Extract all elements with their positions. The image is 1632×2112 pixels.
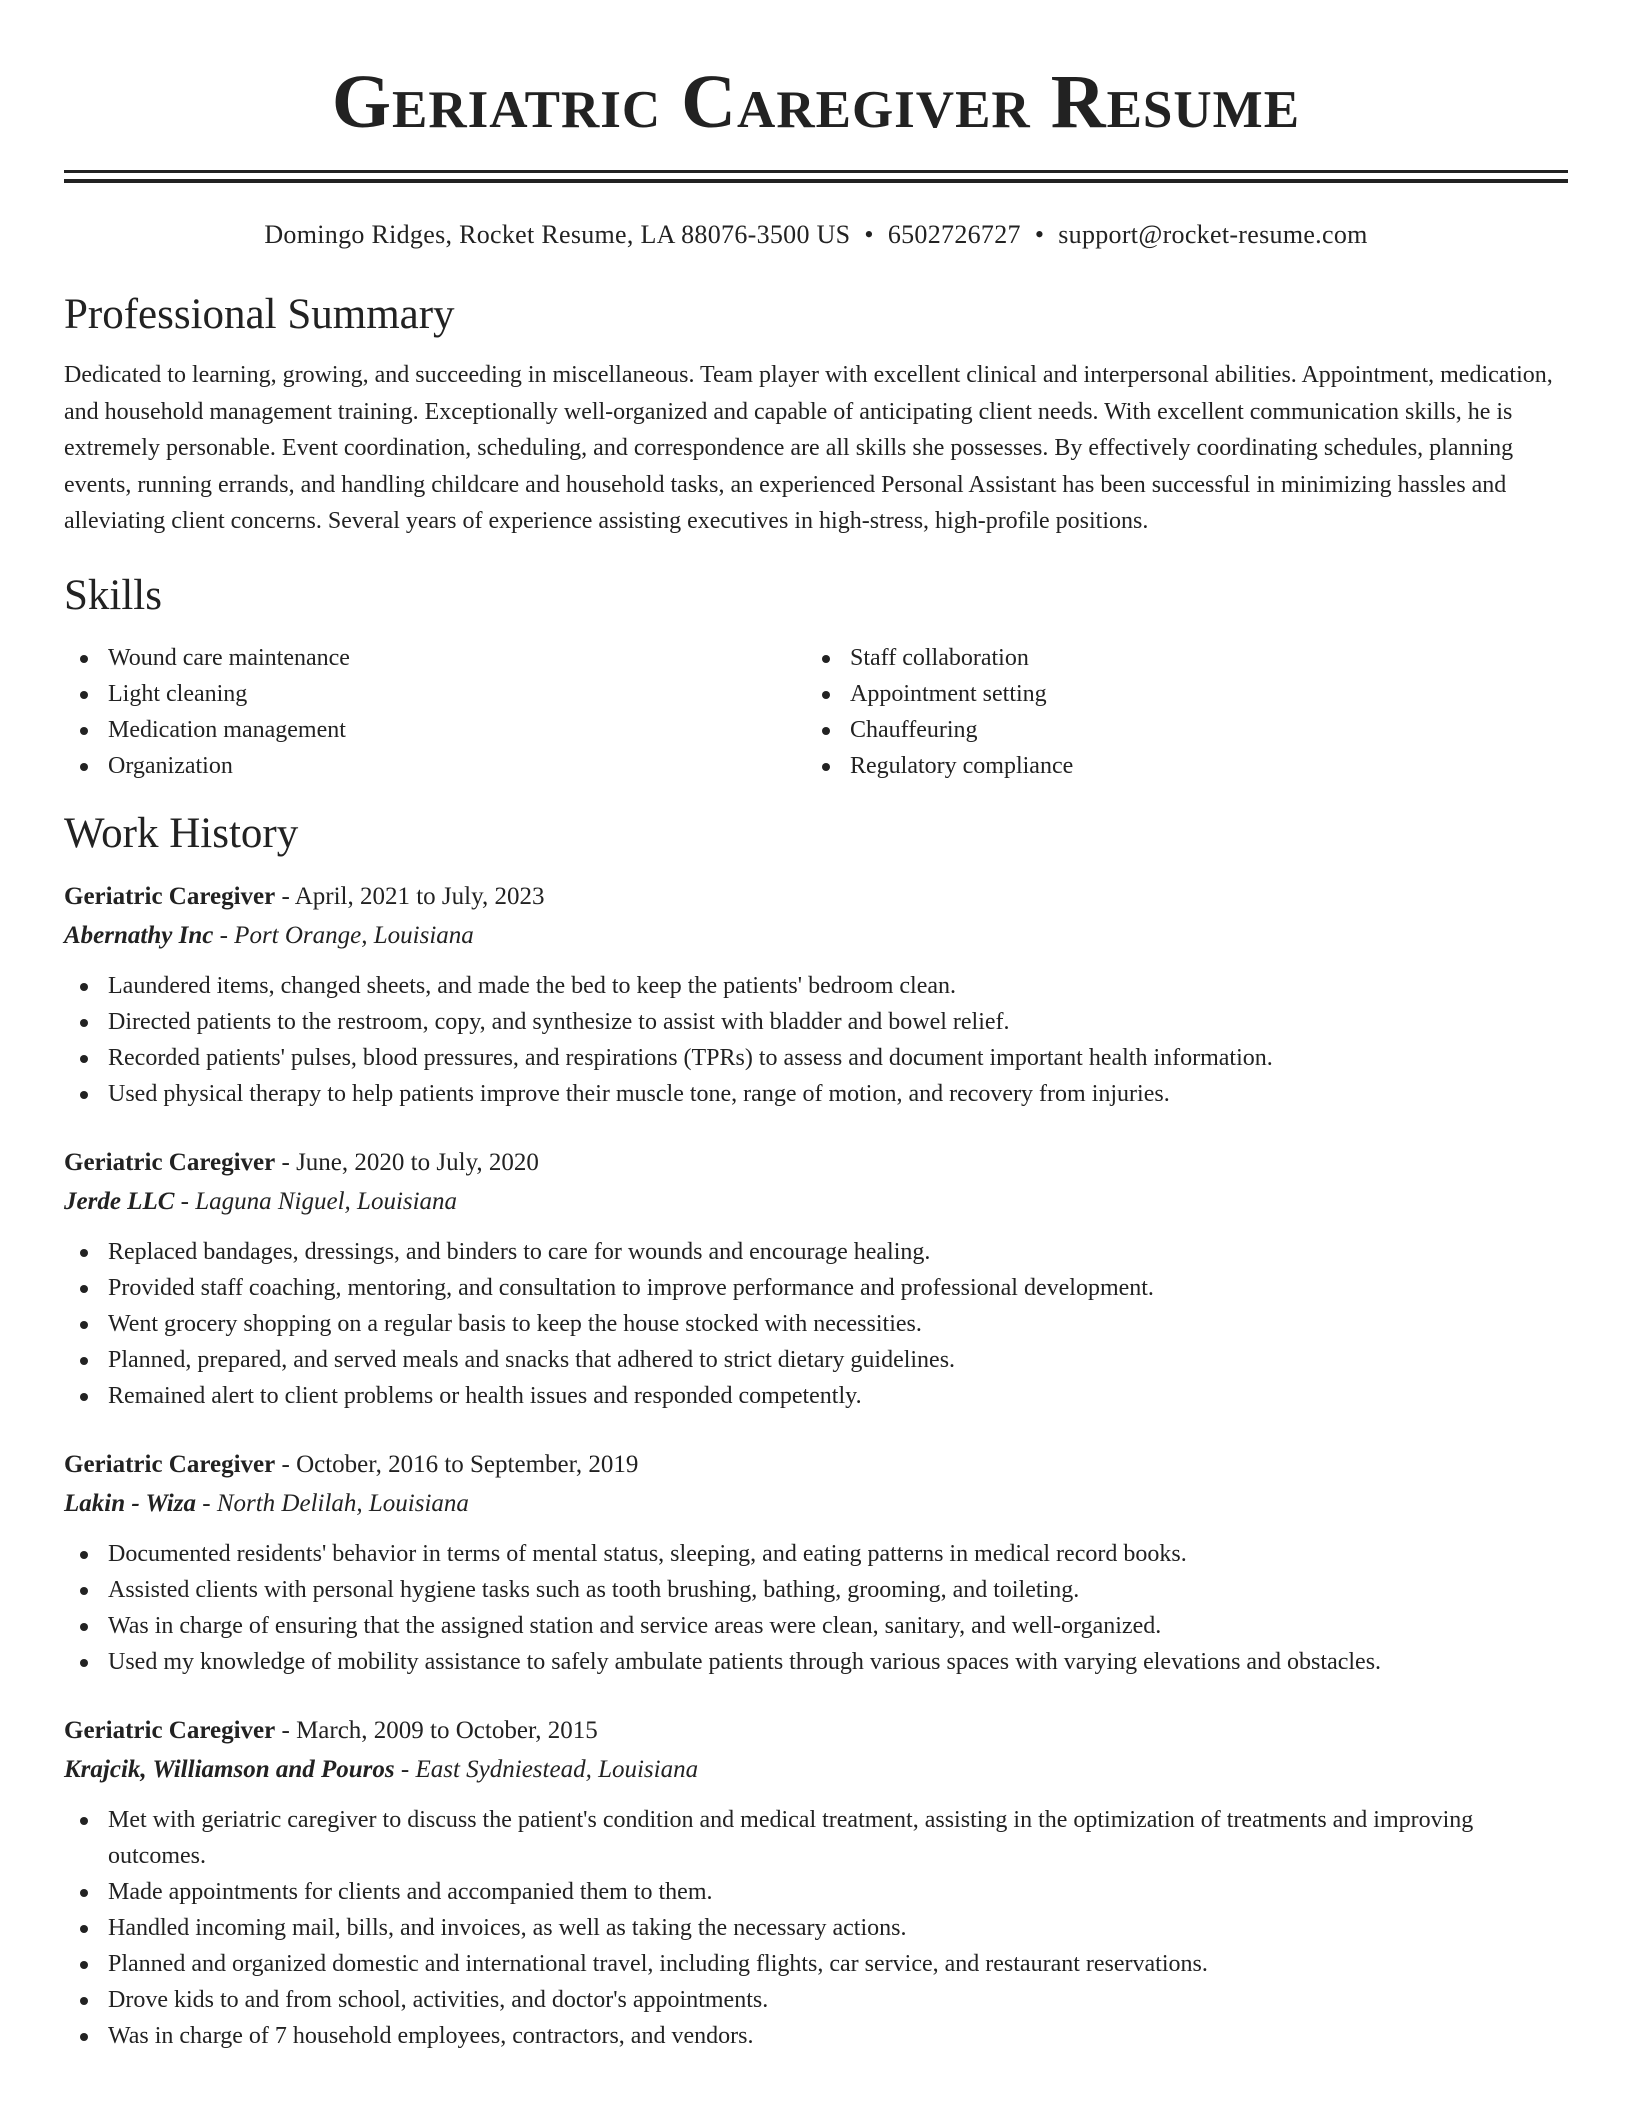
job-duty-text: Replaced bandages, dressings, and binders to care for wounds and encourage healing.: [108, 1238, 931, 1265]
skill-label: Chauffeuring: [850, 716, 978, 743]
job-duty-text: Assisted clients with personal hygiene tasks such as tooth brushing, bathing, grooming, and toileting.: [108, 1576, 1080, 1603]
bullet-icon: [80, 1019, 88, 1027]
job-duty-text: Remained alert to client problems or health issues and responded competently.: [108, 1382, 862, 1409]
skill-label: Organization: [108, 752, 233, 779]
skill-item: [806, 712, 1548, 748]
job-duties-list: [64, 1536, 1568, 1680]
job-duty-text: Directed patients to the restroom, copy, and synthesize to assist with bladder and bowel relief.: [108, 1008, 1010, 1035]
job-duty-text: Used my knowledge of mobility assistance to safely ambulate patients through various spaces with varying elevations and obstacles.: [108, 1648, 1382, 1675]
job-title-line: Geriatric Caregiver - June, 2020 to July, 2020: [64, 1148, 539, 1176]
contact-separator: •: [864, 220, 874, 249]
job-duties-list: [64, 1234, 1568, 1414]
bullet-icon: [80, 727, 88, 735]
job-duty: [64, 1342, 1568, 1378]
bullet-icon: [822, 763, 830, 771]
job-duty: [64, 1982, 1568, 2018]
bullet-icon: [80, 1091, 88, 1099]
bullet-icon: [80, 1357, 88, 1365]
bullet-icon: [822, 727, 830, 735]
bullet-icon: [80, 1393, 88, 1401]
title-divider-thick: [64, 170, 1568, 173]
job-duty-text: Documented residents' behavior in terms of mental status, sleeping, and eating patterns in medical record books.: [108, 1540, 1187, 1567]
bullet-icon: [80, 1055, 88, 1063]
skills-column-left: [64, 640, 806, 784]
job-title-line: Geriatric Caregiver - October, 2016 to September, 2019: [64, 1450, 639, 1478]
skill-item: [64, 712, 806, 748]
contact-line: [64, 219, 1568, 251]
job-duty-text: Met with geriatric caregiver to discuss the patient's condition and medical treatment, assisting in the optimization of treatments and improving outcomes.: [108, 1806, 1474, 1869]
job-duty: [64, 968, 1568, 1004]
bullet-icon: [80, 1587, 88, 1595]
job-company-line: Abernathy Inc - Port Orange, Louisiana: [64, 921, 474, 949]
job-duty: [64, 1572, 1568, 1608]
contact-separator: •: [1034, 220, 1045, 249]
job-company: Jerde LLC: [64, 1187, 175, 1215]
skill-label: Light cleaning: [108, 680, 248, 707]
job-duty-text: Handled incoming mail, bills, and invoices, as well as taking the necessary actions.: [108, 1914, 907, 1941]
job-duty: [64, 1802, 1568, 1874]
job-duty: [64, 1946, 1568, 1982]
job-duties-list: [64, 968, 1568, 1112]
job-company: Abernathy Inc: [64, 921, 214, 949]
contact-phone: 6502726727: [887, 220, 1021, 249]
skill-item: [806, 640, 1548, 676]
skill-item: [64, 640, 806, 676]
bullet-icon: [80, 983, 88, 991]
bullet-icon: [80, 655, 88, 663]
job-duty: [64, 1378, 1568, 1414]
bullet-icon: [822, 655, 830, 663]
bullet-icon: [80, 1285, 88, 1293]
resume-title: Geriatric Caregiver Resume: [331, 60, 1301, 144]
bullet-icon: [80, 691, 88, 699]
job-duty-text: Drove kids to and from school, activities, and doctor's appointments.: [108, 1986, 769, 2013]
job-duties-list: [64, 1802, 1568, 2054]
bullet-icon: [80, 1889, 88, 1897]
job-dates: March, 2009 to October, 2015: [296, 1716, 598, 1744]
job-duty: [64, 1040, 1568, 1076]
summary-heading: Professional Summary: [64, 291, 455, 338]
job-title: Geriatric Caregiver: [64, 1148, 276, 1176]
job-duty-text: Used physical therapy to help patients improve their muscle tone, range of motion, and recovery from injuries.: [108, 1080, 1170, 1107]
job-company: Krajcik, Williamson and Pouros: [64, 1755, 395, 1783]
skill-label: Staff collaboration: [850, 644, 1029, 671]
title-divider-thin: [64, 179, 1568, 183]
job-duty: [64, 1076, 1568, 1112]
job-duty-text: Made appointments for clients and accompanied them to them.: [108, 1878, 713, 1905]
job-dates: June, 2020 to July, 2020: [296, 1148, 539, 1176]
job-entry: [64, 1446, 1568, 1680]
bullet-icon: [80, 763, 88, 771]
bullet-icon: [80, 1817, 88, 1825]
job-title: Geriatric Caregiver: [64, 1716, 276, 1744]
contact-email: support@rocket-resume.com: [1058, 220, 1368, 249]
bullet-icon: [80, 1997, 88, 2005]
skill-item: [64, 748, 806, 784]
job-dates: October, 2016 to September, 2019: [296, 1450, 639, 1478]
job-duty: [64, 1004, 1568, 1040]
job-duty: [64, 1910, 1568, 1946]
bullet-icon: [80, 1249, 88, 1257]
job-duty: [64, 1234, 1568, 1270]
bullet-icon: [822, 691, 830, 699]
job-company-line: Krajcik, Williamson and Pouros - East Sydniestead, Louisiana: [64, 1755, 699, 1783]
skill-item: [64, 676, 806, 712]
job-entry: [64, 1144, 1568, 1414]
job-duty-text: Went grocery shopping on a regular basis to keep the house stocked with necessities.: [108, 1310, 922, 1337]
job-title: Geriatric Caregiver: [64, 1450, 276, 1478]
summary-text: Dedicated to learning, growing, and succeeding in miscellaneous. Team player with excellent clinical and interpersonal abilities. Appointment, medication, and household management training. Exceptionally well-organized and capable of anticipating client needs. With excellent communication skills, he is extremely personable. Event coordination, scheduling, and correspondence are all skills she possesses. By effectively coordinating schedules, planning events, running errands, and handling childcare and household tasks, an experienced Personal Assistant has been successful in minimizing hassles and alleviating client concerns. Several years of experience assisting executives in high-stress, high-profile positions.: [64, 362, 1553, 534]
job-location: Port Orange, Louisiana: [234, 921, 474, 949]
job-title-line: Geriatric Caregiver - April, 2021 to July, 2023: [64, 882, 545, 910]
skill-label: Medication management: [108, 716, 346, 743]
bullet-icon: [80, 1321, 88, 1329]
job-company-line: Lakin - Wiza - North Delilah, Louisiana: [64, 1489, 469, 1517]
skills-column-right: [806, 640, 1548, 784]
bullet-icon: [80, 1961, 88, 1969]
skill-label: Wound care maintenance: [108, 644, 350, 671]
skill-item: [806, 676, 1548, 712]
job-duty-text: Planned, prepared, and served meals and snacks that adhered to strict dietary guidelines.: [108, 1346, 956, 1373]
job-duty: [64, 1306, 1568, 1342]
job-duty-text: Provided staff coaching, mentoring, and consultation to improve performance and professional development.: [108, 1274, 1154, 1301]
job-location: North Delilah, Louisiana: [216, 1489, 469, 1517]
bullet-icon: [80, 1925, 88, 1933]
bullet-icon: [80, 1659, 88, 1667]
job-duty: [64, 1874, 1568, 1910]
work-history-heading: Work History: [64, 809, 299, 857]
job-duty-text: Planned and organized domestic and international travel, including flights, car service, and restaurant reservations.: [108, 1950, 1208, 1977]
bullet-icon: [80, 2033, 88, 2041]
job-title-line: Geriatric Caregiver - March, 2009 to October, 2015: [64, 1716, 598, 1744]
job-duty: [64, 2018, 1568, 2054]
job-duty: [64, 1270, 1568, 1306]
skill-item: [806, 748, 1548, 784]
job-entry: [64, 1712, 1568, 2054]
job-duty: [64, 1644, 1568, 1680]
job-duty: [64, 1536, 1568, 1572]
bullet-icon: [80, 1623, 88, 1631]
bullet-icon: [80, 1551, 88, 1559]
job-entry: [64, 878, 1568, 1112]
job-duty-text: Recorded patients' pulses, blood pressures, and respirations (TPRs) to assess and document important health information.: [108, 1044, 1273, 1071]
job-location: East Sydniestead, Louisiana: [415, 1755, 699, 1783]
job-duty-text: Was in charge of ensuring that the assigned station and service areas were clean, sanitary, and well-organized.: [108, 1612, 1162, 1639]
job-company-line: Jerde LLC - Laguna Niguel, Louisiana: [64, 1187, 458, 1215]
job-title: Geriatric Caregiver: [64, 882, 276, 910]
job-duty-text: Laundered items, changed sheets, and made the bed to keep the patients' bedroom clean.: [108, 972, 957, 999]
job-duty: [64, 1608, 1568, 1644]
job-company: Lakin - Wiza: [64, 1489, 196, 1517]
skill-label: Appointment setting: [850, 680, 1047, 707]
contact-address: Domingo Ridges, Rocket Resume, LA 88076-3500 US: [264, 220, 851, 249]
skills-heading: Skills: [64, 571, 162, 619]
job-location: Laguna Niguel, Louisiana: [195, 1187, 458, 1215]
resume-page: [64, 0, 1568, 2054]
job-duty-text: Was in charge of 7 household employees, contractors, and vendors.: [108, 2022, 754, 2049]
job-dates: April, 2021 to July, 2023: [294, 882, 545, 910]
skill-label: Regulatory compliance: [850, 752, 1074, 779]
skills-list: [64, 640, 1568, 784]
